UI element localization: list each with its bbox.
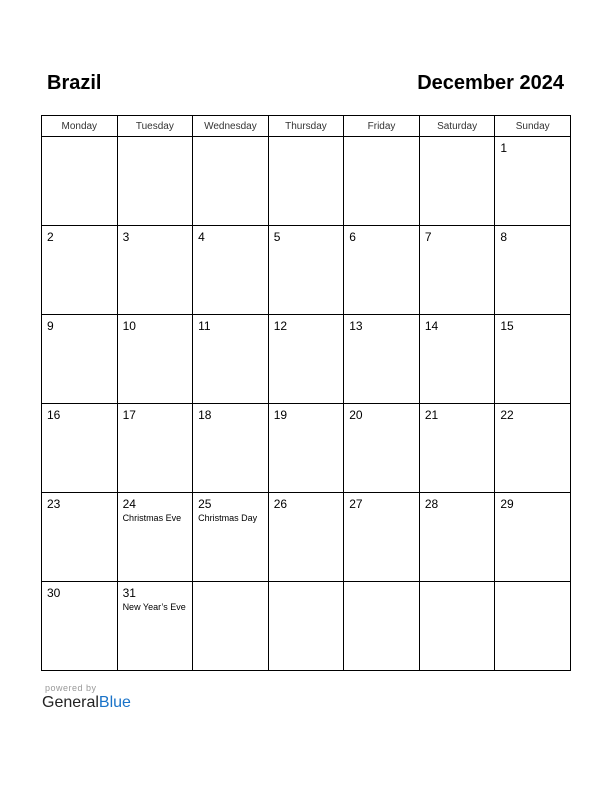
brand-name-blue: Blue — [98, 694, 131, 711]
day-number: 30 — [47, 586, 61, 600]
week-row — [42, 493, 571, 582]
day-number: 11 — [198, 319, 211, 333]
day-cell[interactable] — [193, 315, 269, 404]
weekday-wednesday: Wednesday — [193, 116, 269, 137]
day-number: 3 — [122, 230, 130, 244]
day-cell[interactable] — [268, 582, 344, 671]
day-cell[interactable] — [42, 226, 118, 315]
day-cell[interactable] — [495, 226, 571, 315]
day-cell[interactable] — [419, 226, 495, 315]
day-number: 5 — [273, 230, 281, 244]
day-number: 10 — [122, 319, 136, 333]
day-cell[interactable] — [268, 404, 344, 493]
day-cell[interactable] — [193, 226, 269, 315]
day-number: 31 — [122, 586, 136, 600]
holiday-label: Christmas Eve — [122, 513, 182, 523]
day-number: 2 — [47, 230, 54, 244]
day-cell[interactable] — [344, 137, 420, 226]
weekday-saturday: Saturday — [419, 116, 495, 137]
country-title: Brazil — [47, 72, 102, 94]
month-year-title: December 2024 — [417, 72, 564, 94]
day-cell[interactable] — [419, 493, 495, 582]
day-cell[interactable] — [344, 226, 420, 315]
brand-logo[interactable] — [42, 694, 131, 712]
day-cell[interactable] — [42, 582, 118, 671]
day-cell[interactable] — [495, 315, 571, 404]
day-cell[interactable] — [268, 493, 344, 582]
day-cell[interactable] — [268, 315, 344, 404]
day-cell[interactable] — [117, 404, 193, 493]
weekday-friday: Friday — [344, 116, 420, 137]
day-number: 21 — [424, 408, 439, 422]
holiday-label: Christmas Day — [198, 513, 258, 523]
day-number: 4 — [198, 230, 205, 244]
day-number: 14 — [424, 319, 439, 333]
day-cell[interactable] — [268, 137, 344, 226]
day-cell[interactable] — [419, 137, 495, 226]
day-number: 27 — [349, 497, 363, 511]
day-cell[interactable] — [42, 404, 118, 493]
day-cell[interactable] — [42, 315, 118, 404]
day-cell[interactable] — [117, 315, 193, 404]
day-number: 8 — [500, 230, 508, 244]
day-cell[interactable] — [419, 582, 495, 671]
day-number: 7 — [424, 230, 432, 244]
week-row — [42, 226, 571, 315]
day-cell[interactable] — [193, 404, 269, 493]
week-row — [42, 582, 571, 671]
day-number: 23 — [47, 497, 61, 511]
day-cell[interactable] — [117, 582, 193, 671]
holiday-label: New Year’s Eve — [122, 602, 186, 612]
day-number: 15 — [500, 319, 514, 333]
day-number: 26 — [273, 497, 288, 511]
day-number: 19 — [273, 408, 288, 422]
weekday-tuesday: Tuesday — [117, 116, 193, 137]
day-cell[interactable] — [495, 404, 571, 493]
day-cell[interactable] — [42, 493, 118, 582]
day-number: 12 — [273, 319, 288, 333]
day-number: 20 — [349, 408, 363, 422]
day-cell[interactable] — [419, 404, 495, 493]
day-cell[interactable] — [344, 493, 420, 582]
brand-name-general: General — [42, 694, 99, 711]
day-cell[interactable] — [193, 137, 269, 226]
day-number: 13 — [349, 319, 363, 333]
day-cell[interactable] — [344, 315, 420, 404]
day-number: 17 — [122, 408, 136, 422]
day-number: 1 — [500, 141, 508, 155]
week-row — [42, 404, 571, 493]
day-number: 16 — [47, 408, 61, 422]
day-cell[interactable] — [419, 315, 495, 404]
powered-by-label: powered by — [45, 683, 97, 693]
weekday-monday: Monday — [42, 116, 118, 137]
week-row — [42, 137, 571, 226]
weekday-thursday: Thursday — [268, 116, 344, 137]
day-number: 6 — [349, 230, 356, 244]
weekday-sunday: Sunday — [495, 116, 571, 137]
day-cell[interactable] — [42, 137, 118, 226]
day-cell[interactable] — [193, 493, 269, 582]
day-cell[interactable] — [495, 137, 571, 226]
day-number: 28 — [424, 497, 439, 511]
calendar-grid — [41, 115, 571, 671]
day-cell[interactable] — [495, 582, 571, 671]
day-number: 29 — [500, 497, 514, 511]
day-cell[interactable] — [117, 137, 193, 226]
day-number: 22 — [500, 408, 514, 422]
day-number: 24 — [122, 497, 136, 511]
day-cell[interactable] — [193, 582, 269, 671]
day-number: 9 — [47, 319, 54, 333]
week-row — [42, 315, 571, 404]
day-cell[interactable] — [495, 493, 571, 582]
day-cell[interactable] — [117, 493, 193, 582]
weekday-header-row — [42, 116, 571, 137]
day-cell[interactable] — [268, 226, 344, 315]
day-number: 25 — [198, 497, 212, 511]
day-number: 18 — [198, 408, 212, 422]
day-cell[interactable] — [344, 582, 420, 671]
day-cell[interactable] — [117, 226, 193, 315]
day-cell[interactable] — [344, 404, 420, 493]
